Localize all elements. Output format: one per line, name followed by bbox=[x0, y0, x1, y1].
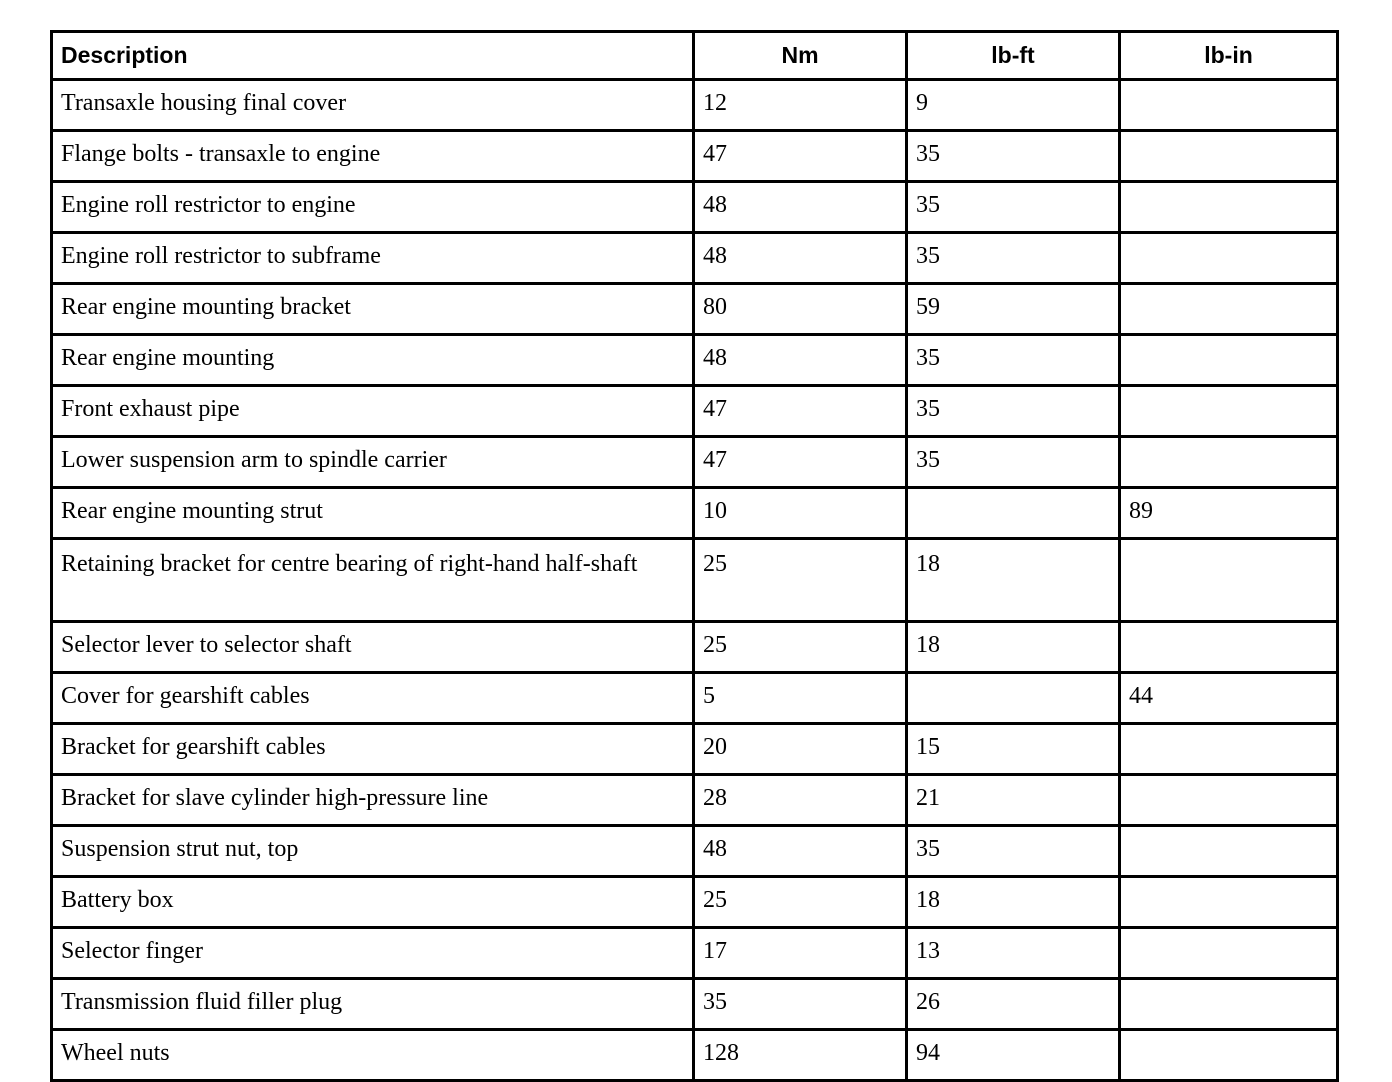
table-row bbox=[52, 877, 1338, 928]
cell-description: Transaxle housing final cover bbox=[52, 80, 694, 131]
cell-description: Engine roll restrictor to engine bbox=[52, 182, 694, 233]
cell-lb-in bbox=[1120, 437, 1338, 488]
cell-lb-in bbox=[1120, 539, 1338, 622]
table-row bbox=[52, 182, 1338, 233]
cell-lb-ft: 35 bbox=[907, 335, 1120, 386]
cell-description: Flange bolts - transaxle to engine bbox=[52, 131, 694, 182]
table-row bbox=[52, 80, 1338, 131]
cell-description: Wheel nuts bbox=[52, 1030, 694, 1081]
cell-lb-in bbox=[1120, 622, 1338, 673]
table-row bbox=[52, 488, 1338, 539]
table-body bbox=[52, 80, 1338, 1081]
cell-lb-in bbox=[1120, 775, 1338, 826]
cell-lb-in bbox=[1120, 80, 1338, 131]
cell-lb-in bbox=[1120, 979, 1338, 1030]
cell-lb-ft: 59 bbox=[907, 284, 1120, 335]
cell-lb-ft bbox=[907, 488, 1120, 539]
cell-nm: 80 bbox=[694, 284, 907, 335]
cell-lb-ft: 35 bbox=[907, 826, 1120, 877]
cell-lb-ft: 35 bbox=[907, 386, 1120, 437]
cell-lb-in bbox=[1120, 386, 1338, 437]
cell-description: Rear engine mounting bbox=[52, 335, 694, 386]
cell-nm: 28 bbox=[694, 775, 907, 826]
table-row bbox=[52, 131, 1338, 182]
cell-lb-in bbox=[1120, 182, 1338, 233]
cell-description: Rear engine mounting bracket bbox=[52, 284, 694, 335]
cell-lb-ft: 9 bbox=[907, 80, 1120, 131]
cell-lb-in bbox=[1120, 877, 1338, 928]
cell-description: Retaining bracket for centre bearing of right-hand half-shaft bbox=[52, 539, 694, 622]
cell-nm: 20 bbox=[694, 724, 907, 775]
table-row bbox=[52, 335, 1338, 386]
cell-lb-in bbox=[1120, 1030, 1338, 1081]
table-row bbox=[52, 622, 1338, 673]
cell-description: Battery box bbox=[52, 877, 694, 928]
cell-lb-ft: 21 bbox=[907, 775, 1120, 826]
cell-lb-in bbox=[1120, 284, 1338, 335]
cell-lb-in bbox=[1120, 826, 1338, 877]
cell-nm: 25 bbox=[694, 622, 907, 673]
table-row bbox=[52, 928, 1338, 979]
cell-description: Cover for gearshift cables bbox=[52, 673, 694, 724]
cell-description: Selector finger bbox=[52, 928, 694, 979]
cell-description: Transmission fluid filler plug bbox=[52, 979, 694, 1030]
cell-nm: 47 bbox=[694, 131, 907, 182]
cell-nm: 35 bbox=[694, 979, 907, 1030]
cell-nm: 10 bbox=[694, 488, 907, 539]
cell-description: Engine roll restrictor to subframe bbox=[52, 233, 694, 284]
cell-description: Front exhaust pipe bbox=[52, 386, 694, 437]
cell-lb-in bbox=[1120, 335, 1338, 386]
header-nm: Nm bbox=[694, 32, 907, 80]
table-row bbox=[52, 233, 1338, 284]
header-lb-ft: lb-ft bbox=[907, 32, 1120, 80]
table-row bbox=[52, 979, 1338, 1030]
cell-lb-in bbox=[1120, 233, 1338, 284]
cell-lb-ft: 35 bbox=[907, 182, 1120, 233]
cell-description: Bracket for gearshift cables bbox=[52, 724, 694, 775]
cell-lb-in: 89 bbox=[1120, 488, 1338, 539]
cell-nm: 48 bbox=[694, 233, 907, 284]
cell-lb-in bbox=[1120, 131, 1338, 182]
table-row bbox=[52, 284, 1338, 335]
cell-lb-ft: 35 bbox=[907, 131, 1120, 182]
cell-lb-ft: 18 bbox=[907, 539, 1120, 622]
cell-lb-ft: 35 bbox=[907, 233, 1120, 284]
cell-description: Lower suspension arm to spindle carrier bbox=[52, 437, 694, 488]
cell-nm: 17 bbox=[694, 928, 907, 979]
table-row bbox=[52, 539, 1338, 622]
cell-lb-in bbox=[1120, 724, 1338, 775]
table-row bbox=[52, 386, 1338, 437]
cell-lb-ft: 18 bbox=[907, 877, 1120, 928]
cell-lb-ft: 13 bbox=[907, 928, 1120, 979]
cell-nm: 47 bbox=[694, 437, 907, 488]
table-row bbox=[52, 1030, 1338, 1081]
cell-nm: 48 bbox=[694, 826, 907, 877]
cell-lb-ft: 94 bbox=[907, 1030, 1120, 1081]
cell-nm: 47 bbox=[694, 386, 907, 437]
table-header-row bbox=[52, 32, 1338, 80]
cell-nm: 12 bbox=[694, 80, 907, 131]
cell-description: Bracket for slave cylinder high-pressure line bbox=[52, 775, 694, 826]
table-row bbox=[52, 437, 1338, 488]
header-description: Description bbox=[52, 32, 694, 80]
cell-lb-ft: 18 bbox=[907, 622, 1120, 673]
table-row bbox=[52, 673, 1338, 724]
cell-lb-in bbox=[1120, 928, 1338, 979]
cell-nm: 48 bbox=[694, 335, 907, 386]
cell-description: Rear engine mounting strut bbox=[52, 488, 694, 539]
cell-description: Suspension strut nut, top bbox=[52, 826, 694, 877]
cell-description: Selector lever to selector shaft bbox=[52, 622, 694, 673]
cell-lb-ft: 26 bbox=[907, 979, 1120, 1030]
cell-nm: 5 bbox=[694, 673, 907, 724]
cell-lb-ft bbox=[907, 673, 1120, 724]
torque-specification-table bbox=[50, 30, 1339, 1082]
cell-nm: 128 bbox=[694, 1030, 907, 1081]
table-row bbox=[52, 826, 1338, 877]
table-row bbox=[52, 775, 1338, 826]
cell-lb-ft: 35 bbox=[907, 437, 1120, 488]
cell-nm: 25 bbox=[694, 539, 907, 622]
cell-lb-ft: 15 bbox=[907, 724, 1120, 775]
header-lb-in: lb-in bbox=[1120, 32, 1338, 80]
cell-nm: 48 bbox=[694, 182, 907, 233]
table-row bbox=[52, 724, 1338, 775]
cell-lb-in: 44 bbox=[1120, 673, 1338, 724]
cell-nm: 25 bbox=[694, 877, 907, 928]
